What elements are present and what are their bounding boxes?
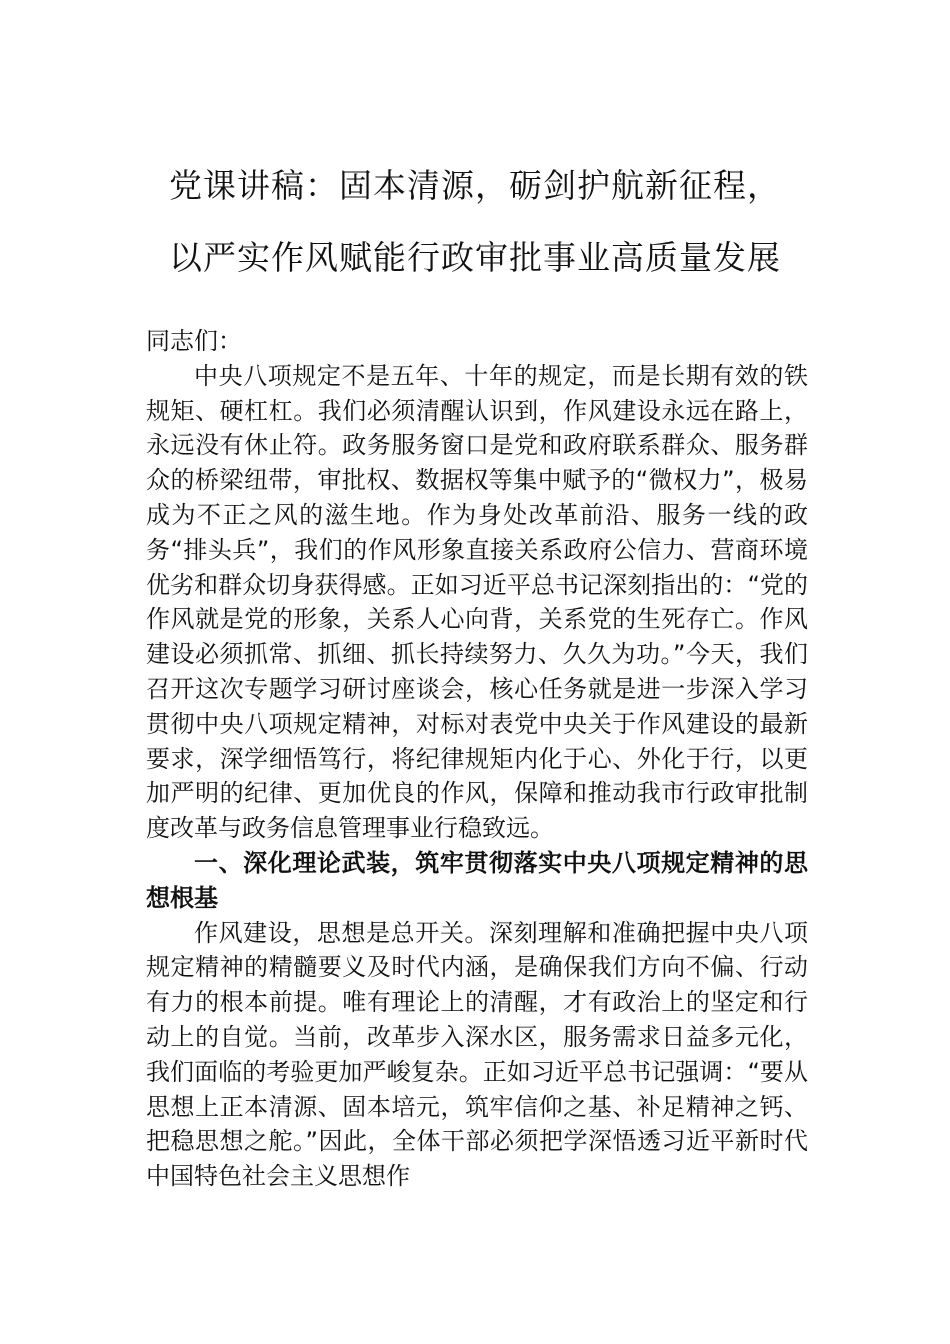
section-1-heading: 一、深化理论武装，筑牢贯彻落实中央八项规定精神的思想根基 <box>146 848 808 912</box>
salutation: 同志们： <box>146 327 242 355</box>
document-body <box>146 324 808 1194</box>
document-title-line-2: 以严实作风赋能行政审批事业高质量发展 <box>169 238 781 277</box>
intro-paragraph: 中央八项规定不是五年、十年的规定，而是长期有效的铁规矩、硬杠杠。我们必须清醒认识到，作风建设永远在路上，永远没有休止符。政务服务窗口是党和政府联系群众、服务群众的桥梁纽带，审批权、数据权等集中赋予的“微权力”，极易成为不正之风的滋生地。作为身处改革前沿、服务一线的政务“排头兵”，我们的作风形象直接关系政府公信力、营商环境优劣和群众切身获得感。正如习近平总书记深刻指出的：“党的作风就是党的形象，关系人心向背，关系党的生死存亡。作风建设必须抓常、抓细、抓长持续努力、久久为功。”今天，我们召开这次专题学习研讨座谈会，核心任务就是进一步深入学习贯彻中央八项规定精神，对标对表党中央关于作风建设的最新要求，深学细悟笃行，将纪律规矩内化于心、外化于行，以更加严明的纪律、更加优良的作风，保障和推动我市行政审批制度改革与政务信息管理事业行稳致远。 <box>146 361 808 843</box>
section-1-paragraph: 作风建设，思想是总开关。深刻理解和准确把握中央八项规定精神的精髓要义及时代内涵，是确保我们方向不偏、行动有力的根本前提。唯有理论上的清醒，才有政治上的坚定和行动上的自觉。当前，改革步入深水区，服务需求日益多元化，我们面临的考验更加严峻复杂。正如习近平总书记强调：“要从思想上正本清源、固本培元，筑牢信仰之基、补足精神之钙、把稳思想之舵。”因此，全体干部必须把学深悟透习近平新时代中国特色社会主义思想作 <box>146 918 808 1191</box>
document-title-line-1: 党课讲稿：固本清源，砺剑护航新征程， <box>169 166 781 205</box>
